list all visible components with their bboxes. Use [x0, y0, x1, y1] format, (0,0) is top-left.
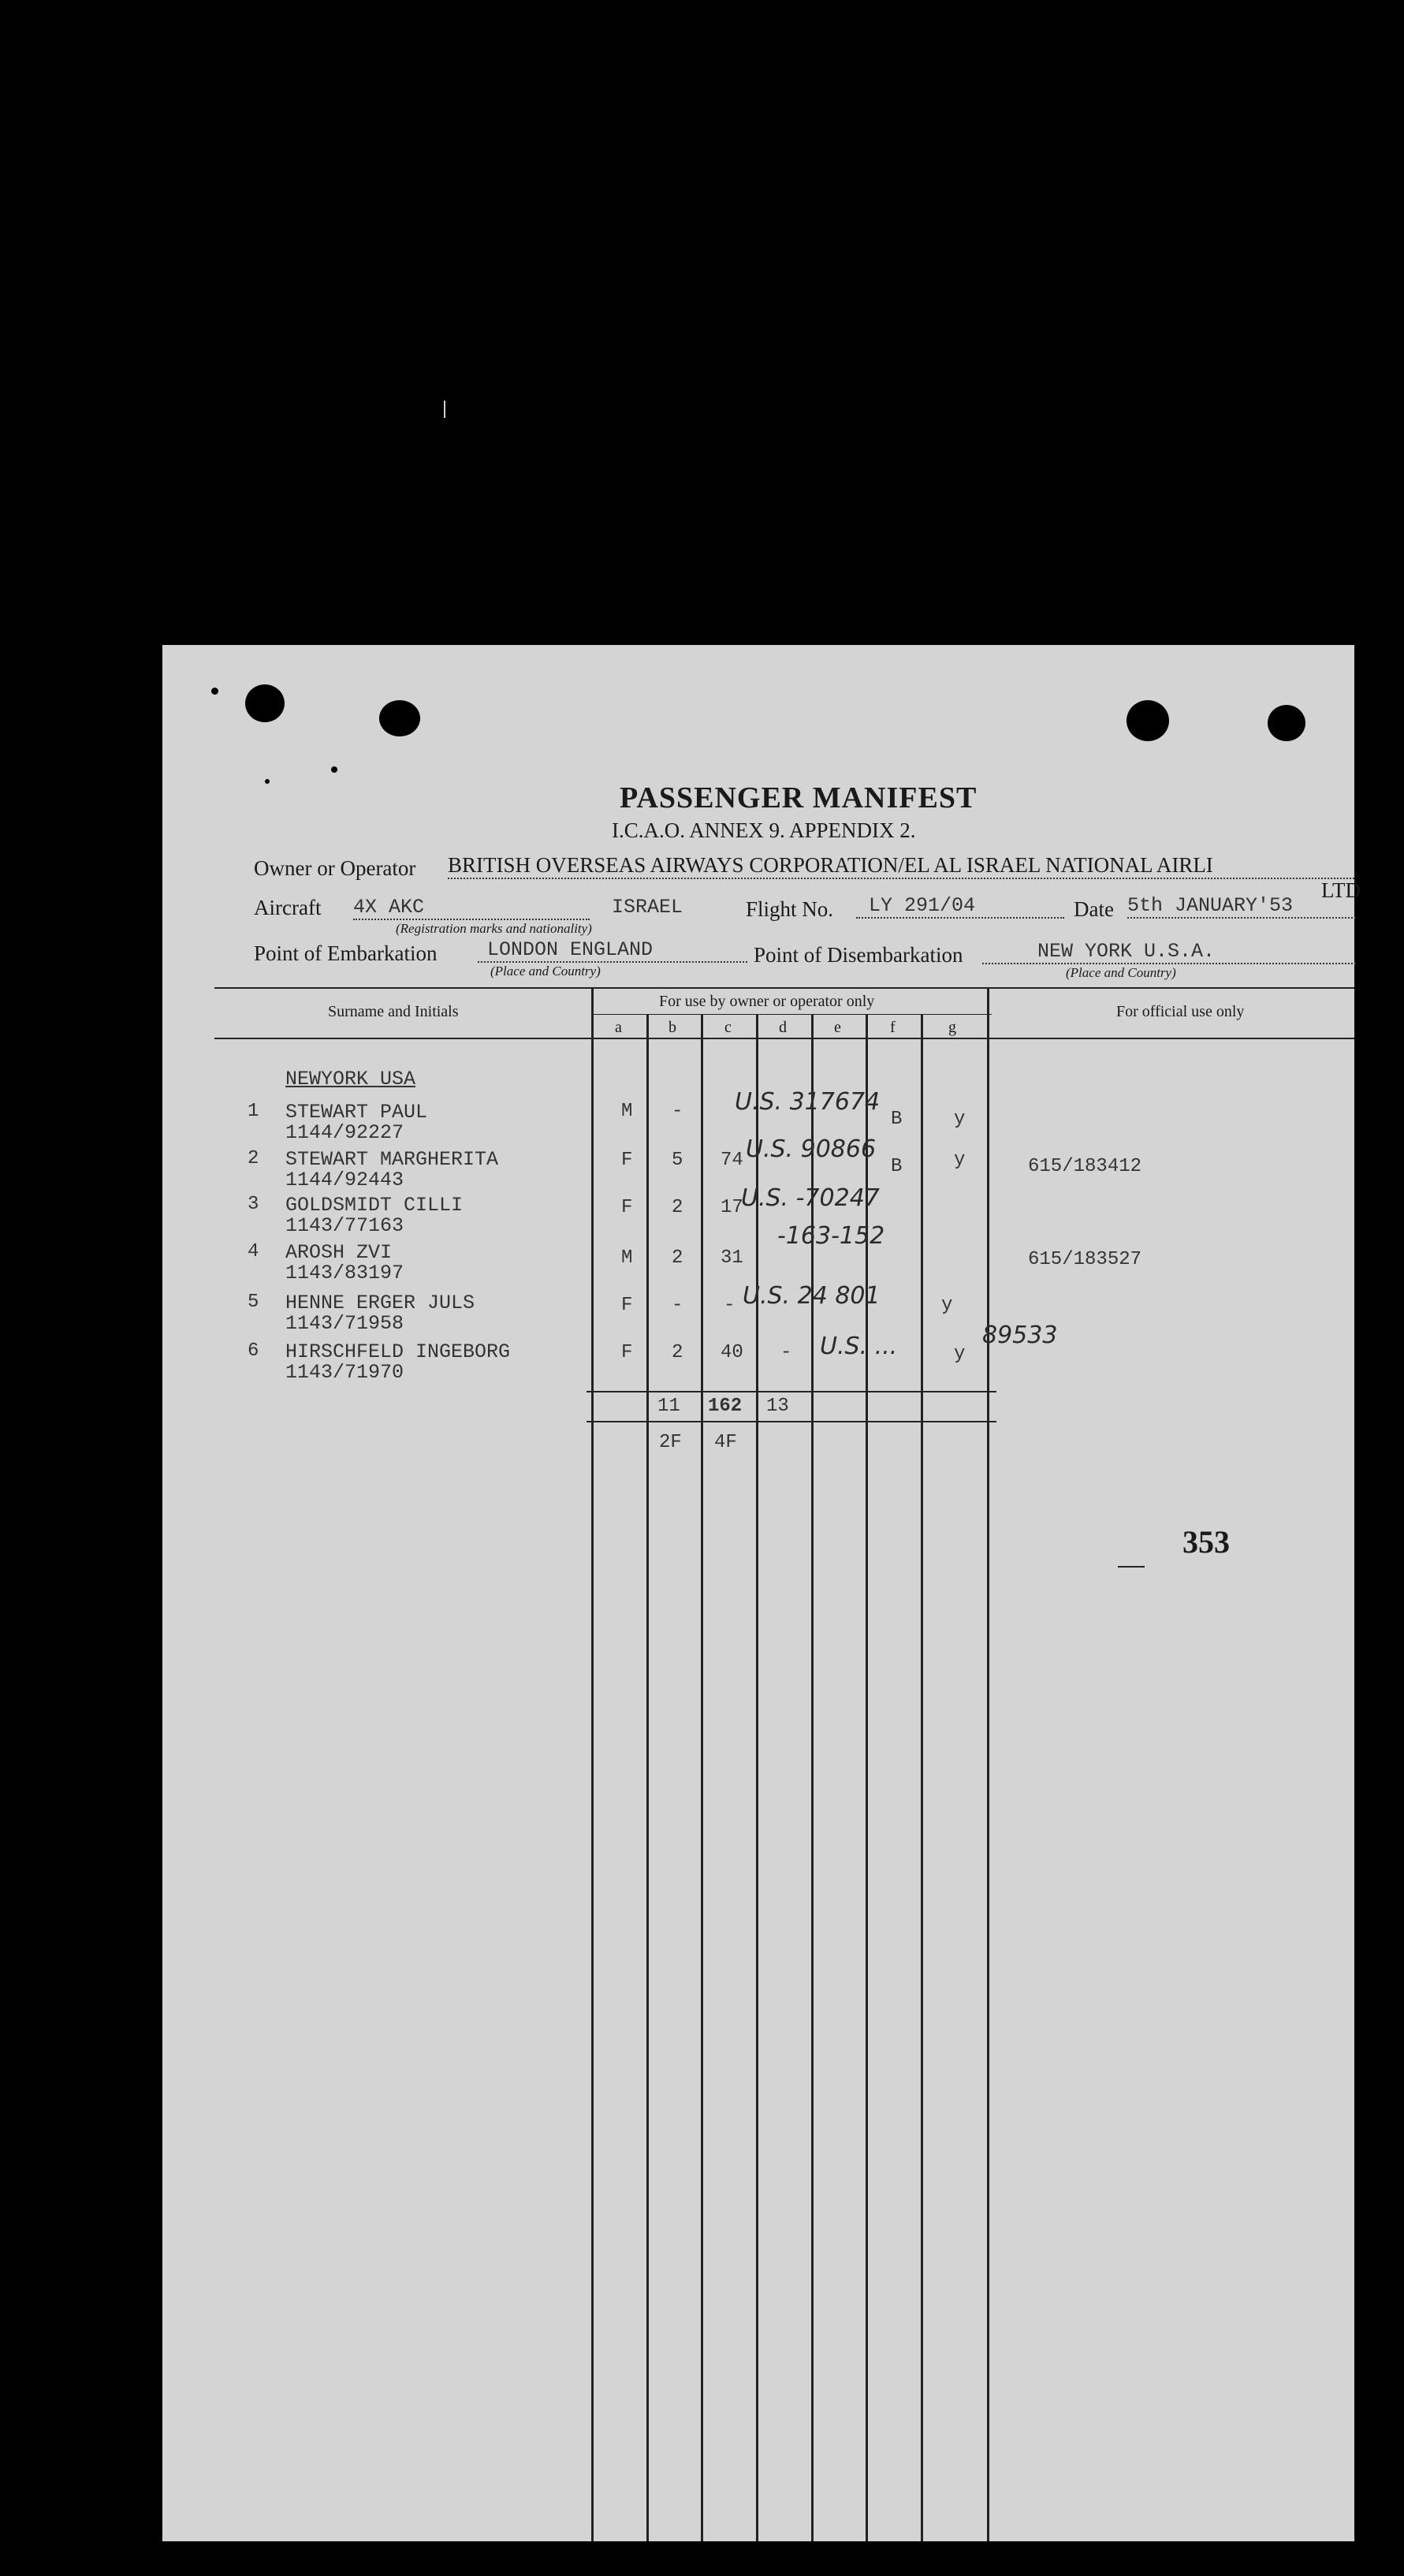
official-note: 615/183412 — [1028, 1156, 1142, 1177]
cell-a: F — [621, 1295, 633, 1316]
total-c-2: 4F — [714, 1432, 737, 1453]
section-heading: NEWYORK USA — [285, 1068, 416, 1090]
ink-speck — [265, 779, 270, 784]
cell-a: M — [621, 1247, 633, 1269]
column-rule — [756, 1014, 758, 2541]
owner-value: BRITISH OVERSEAS AIRWAYS CORPORATION/EL AL ISRAEL NATIONAL AIRLI — [448, 853, 1354, 879]
cell-c: - — [724, 1295, 736, 1316]
date-value: 5th JANUARY'53 — [1127, 894, 1356, 919]
column-header-d: d — [779, 1019, 787, 1036]
column-header-c: c — [724, 1019, 732, 1036]
ink-speck — [211, 688, 218, 695]
owner-label: Owner or Operator — [254, 856, 416, 880]
column-header-f: f — [890, 1019, 896, 1036]
row-number: 4 — [248, 1241, 259, 1262]
scan-mark — [444, 401, 445, 418]
cell-e: U.S. 90866 — [746, 1135, 877, 1163]
cell-e: U.S. -70247 — [741, 1184, 880, 1212]
cell-b: - — [672, 1295, 683, 1316]
passenger-ref: 1143/71970 — [285, 1361, 404, 1384]
flight-value: LY 291/04 — [856, 894, 1064, 919]
row-number: 2 — [248, 1148, 259, 1169]
cell-a: M — [621, 1101, 633, 1122]
header-bottom-rule — [214, 1038, 1354, 1039]
embarkation-label: Point of Embarkation — [254, 941, 438, 965]
aircraft-label: Aircraft — [254, 896, 322, 919]
cell-e: U.S. ... — [820, 1333, 898, 1360]
column-rule — [987, 987, 989, 2541]
cell-g: y — [954, 1150, 966, 1171]
column-header-surname: Surname and Initials — [328, 1003, 459, 1020]
total-b: 11 — [657, 1396, 680, 1417]
row-number: 1 — [248, 1101, 259, 1122]
ink-speck — [331, 766, 337, 773]
total-c: 162 — [708, 1396, 743, 1417]
passenger-ref: 1144/92443 — [285, 1169, 404, 1191]
page-number-dash — [1118, 1566, 1145, 1568]
passenger-ref: 1143/83197 — [285, 1262, 404, 1284]
column-header-owner-use: For use by owner or operator only — [659, 993, 875, 1010]
disembarkation-value: NEW YORK U.S.A. — [982, 940, 1356, 964]
page-title: PASSENGER MANIFEST — [620, 781, 978, 815]
row-number: 6 — [248, 1340, 259, 1362]
date-label: Date — [1074, 897, 1114, 921]
table-top-rule — [214, 987, 1354, 989]
punch-hole — [245, 684, 285, 722]
column-rule — [646, 1014, 649, 2541]
cell-f: B — [891, 1156, 903, 1177]
passenger-name: HIRSCHFELD INGEBORG — [285, 1340, 511, 1363]
embarkation-value: LONDON ENGLAND — [478, 938, 747, 963]
cell-g: y — [954, 1109, 966, 1130]
row-number: 3 — [248, 1194, 259, 1215]
passenger-name: STEWART PAUL — [285, 1101, 428, 1124]
column-header-e: e — [834, 1019, 841, 1036]
column-header-a: a — [615, 1019, 622, 1036]
passenger-ref: 1143/77163 — [285, 1214, 404, 1237]
cell-a: F — [621, 1342, 633, 1363]
cell-d: - — [780, 1342, 792, 1363]
manifest-sheet — [162, 645, 1361, 2541]
row-number: 5 — [248, 1292, 259, 1313]
official-note: 89533 — [982, 1322, 1058, 1349]
cell-c: 40 — [721, 1342, 743, 1363]
cell-a: F — [621, 1150, 633, 1171]
passenger-ref: 1144/92227 — [285, 1121, 404, 1144]
cell-b: 2 — [672, 1197, 683, 1218]
subheader-rule — [593, 1014, 992, 1015]
aircraft-nationality: ISRAEL — [612, 896, 683, 919]
disembarkation-label: Point of Disembarkation — [754, 943, 963, 967]
cell-e: U.S. 317674 — [735, 1088, 881, 1116]
owner-suffix: LTD — [1321, 878, 1361, 902]
cell-g: y — [941, 1295, 953, 1316]
official-note: 615/183527 — [1028, 1249, 1142, 1270]
embarkation-caption: (Place and Country) — [490, 964, 601, 979]
cell-b: 2 — [672, 1247, 683, 1269]
total-b-2: 2F — [659, 1432, 682, 1453]
cell-c: 17 — [721, 1197, 743, 1218]
column-header-b: b — [668, 1019, 676, 1036]
column-rule — [921, 1014, 923, 2541]
cell-b: 5 — [672, 1150, 683, 1171]
punch-hole — [1127, 700, 1169, 741]
column-header-g: g — [948, 1019, 956, 1036]
aircraft-value: 4X AKC — [353, 896, 590, 920]
cell-c: 74 — [721, 1150, 743, 1171]
passenger-name: AROSH ZVI — [285, 1241, 393, 1264]
page-subtitle: I.C.A.O. ANNEX 9. APPENDIX 2. — [612, 818, 916, 842]
cell-e: -163-152 — [777, 1222, 885, 1250]
passenger-name: STEWART MARGHERITA — [285, 1148, 499, 1171]
cell-c: 31 — [721, 1247, 743, 1269]
passenger-name: GOLDSMIDT CILLI — [285, 1194, 464, 1217]
cell-f: B — [891, 1109, 903, 1130]
flight-label: Flight No. — [746, 897, 834, 921]
page-number: 353 — [1182, 1524, 1230, 1560]
column-header-official: For official use only — [1116, 1003, 1245, 1020]
passenger-name: HENNE ERGER JULS — [285, 1292, 475, 1314]
cell-a: F — [621, 1197, 633, 1218]
cell-b: 2 — [672, 1342, 683, 1363]
column-rule — [591, 987, 594, 2541]
cell-e: U.S. 24 801 — [743, 1282, 881, 1310]
punch-hole — [1268, 705, 1305, 741]
punch-hole — [379, 700, 420, 736]
passenger-ref: 1143/71958 — [285, 1312, 404, 1335]
column-rule — [701, 1014, 703, 2541]
aircraft-caption: (Registration marks and nationality) — [396, 921, 592, 936]
total-d: 13 — [766, 1396, 789, 1417]
disembarkation-caption: (Place and Country) — [1066, 965, 1176, 980]
cell-g: y — [954, 1344, 966, 1365]
cell-b: - — [672, 1101, 683, 1122]
